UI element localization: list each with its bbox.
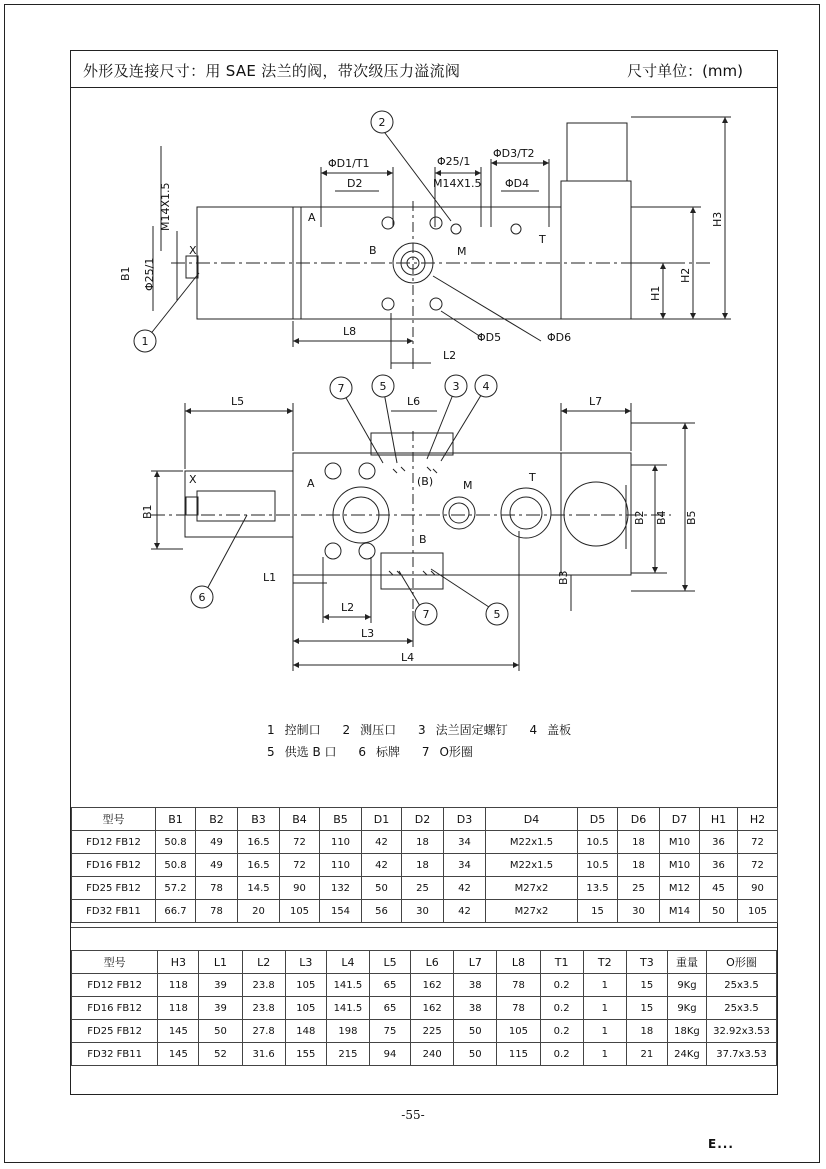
table-cell: 50 bbox=[454, 1043, 497, 1066]
table-cell: FD16 FB12 bbox=[72, 997, 158, 1020]
label-x-bottom: X bbox=[189, 473, 197, 486]
column-header: L2 bbox=[242, 951, 285, 974]
relief-cap-top bbox=[567, 123, 627, 181]
table-cell: 198 bbox=[326, 1020, 369, 1043]
table-cell: 50 bbox=[199, 1020, 242, 1043]
relief-valve-side bbox=[561, 453, 631, 575]
table-cell: 50 bbox=[454, 1020, 497, 1043]
table-cell: M12 bbox=[660, 877, 700, 900]
table-cell: 13.5 bbox=[578, 877, 618, 900]
table-cell: 10.5 bbox=[578, 854, 618, 877]
column-header: 重量 bbox=[667, 951, 706, 974]
dimension-table-1 bbox=[71, 807, 778, 923]
table-cell: 148 bbox=[285, 1020, 326, 1043]
table-cell: 50 bbox=[362, 877, 402, 900]
table-cell: 16.5 bbox=[238, 854, 280, 877]
label-h3: H3 bbox=[711, 211, 724, 227]
table-cell: 1 bbox=[583, 974, 626, 997]
table-cell: 57.2 bbox=[156, 877, 196, 900]
table-cell: 145 bbox=[158, 1020, 199, 1043]
label-l1: L1 bbox=[263, 571, 277, 584]
table-cell: 105 bbox=[285, 974, 326, 997]
table-row bbox=[72, 997, 777, 1020]
column-header: O形圈 bbox=[706, 951, 776, 974]
label-b3: B3 bbox=[557, 570, 570, 585]
column-header: D4 bbox=[486, 808, 578, 831]
label-phi25-left: Φ25/1 bbox=[143, 257, 156, 291]
control-port-plug-side bbox=[186, 497, 198, 515]
label-b-paren: (B) bbox=[417, 475, 434, 488]
table-cell: 215 bbox=[326, 1043, 369, 1066]
column-header: D1 bbox=[362, 808, 402, 831]
label-h1: H1 bbox=[649, 285, 662, 301]
table-row bbox=[72, 831, 778, 854]
label-b4: B4 bbox=[655, 510, 668, 525]
label-m-bottom: M bbox=[463, 479, 473, 492]
table-cell: FD32 FB11 bbox=[72, 1043, 158, 1066]
callout-1: 1 bbox=[141, 335, 149, 348]
table-cell: 50 bbox=[700, 900, 738, 923]
table-cell: 38 bbox=[454, 997, 497, 1020]
table-cell: 23.8 bbox=[242, 974, 285, 997]
label-b2: B2 bbox=[633, 510, 646, 525]
table-cell: 21 bbox=[626, 1043, 667, 1066]
column-header: D6 bbox=[618, 808, 660, 831]
table-cell: 9Kg bbox=[667, 997, 706, 1020]
label-l7: L7 bbox=[589, 395, 603, 408]
table-cell: 36 bbox=[700, 831, 738, 854]
table-cell: 75 bbox=[369, 1020, 410, 1043]
flange-cover-top bbox=[371, 433, 453, 455]
label-a-top: A bbox=[308, 211, 316, 224]
table-cell: 14.5 bbox=[238, 877, 280, 900]
table-cell: 0.2 bbox=[540, 974, 583, 997]
table-cell: M22x1.5 bbox=[486, 854, 578, 877]
table-cell: 42 bbox=[444, 900, 486, 923]
table-cell: FD32 FB11 bbox=[72, 900, 156, 923]
table-cell: 145 bbox=[158, 1043, 199, 1066]
table-cell: 18 bbox=[402, 831, 444, 854]
table-cell: 105 bbox=[285, 997, 326, 1020]
table-cell: FD25 FB12 bbox=[72, 1020, 158, 1043]
column-header: L5 bbox=[369, 951, 410, 974]
callout-7b: 7 bbox=[422, 608, 430, 621]
column-header: H2 bbox=[738, 808, 778, 831]
table-cell: 72 bbox=[280, 854, 320, 877]
table-cell: 18 bbox=[618, 854, 660, 877]
column-header: L7 bbox=[454, 951, 497, 974]
table-cell: 16.5 bbox=[238, 831, 280, 854]
table-row bbox=[72, 1043, 777, 1066]
column-header: B2 bbox=[196, 808, 238, 831]
table-header-row bbox=[72, 951, 777, 974]
label-b1-top: B1 bbox=[119, 266, 132, 281]
table-cell: 34 bbox=[444, 854, 486, 877]
table-cell: 90 bbox=[280, 877, 320, 900]
table-cell: 32.92x3.53 bbox=[706, 1020, 776, 1043]
callout-5a: 5 bbox=[379, 380, 387, 393]
table-cell: 110 bbox=[320, 854, 362, 877]
table-cell: 66.7 bbox=[156, 900, 196, 923]
table-cell: 24Kg bbox=[667, 1043, 706, 1066]
table-row bbox=[72, 854, 778, 877]
table-cell: 25 bbox=[402, 877, 444, 900]
label-l6: L6 bbox=[407, 395, 421, 408]
table-cell: 132 bbox=[320, 877, 362, 900]
column-header: 型号 bbox=[72, 951, 158, 974]
column-header: T2 bbox=[583, 951, 626, 974]
label-a-bottom: A bbox=[307, 477, 315, 490]
label-b5: B5 bbox=[685, 510, 698, 525]
column-header: T3 bbox=[626, 951, 667, 974]
table-cell: 94 bbox=[369, 1043, 410, 1066]
label-m14x1-5-right: M14X1.5 bbox=[433, 177, 482, 190]
table-cell: 72 bbox=[280, 831, 320, 854]
table-cell: 0.2 bbox=[540, 997, 583, 1020]
column-header: 型号 bbox=[72, 808, 156, 831]
table-cell: 78 bbox=[497, 974, 540, 997]
label-m-top: M bbox=[457, 245, 467, 258]
callout-2: 2 bbox=[378, 116, 386, 129]
table-cell: 90 bbox=[738, 877, 778, 900]
table-cell: M14 bbox=[660, 900, 700, 923]
callout-5b: 5 bbox=[493, 608, 501, 621]
column-header: T1 bbox=[540, 951, 583, 974]
label-phid6: ΦD6 bbox=[547, 331, 572, 344]
table-cell: 15 bbox=[626, 974, 667, 997]
technical-drawing bbox=[71, 51, 777, 811]
column-header: D7 bbox=[660, 808, 700, 831]
table-cell: FD12 FB12 bbox=[72, 974, 158, 997]
table-cell: 1 bbox=[583, 997, 626, 1020]
table-cell: 141.5 bbox=[326, 974, 369, 997]
table-row bbox=[72, 877, 778, 900]
table-cell: 72 bbox=[738, 831, 778, 854]
table-cell: M10 bbox=[660, 854, 700, 877]
table-cell: M10 bbox=[660, 831, 700, 854]
callout-3: 3 bbox=[452, 380, 460, 393]
unit-label: 尺寸单位：(mm) bbox=[627, 62, 743, 80]
page-number: -55- bbox=[401, 1108, 425, 1122]
brand-logo: E... bbox=[708, 1137, 734, 1151]
table-cell: 38 bbox=[454, 974, 497, 997]
column-header: B5 bbox=[320, 808, 362, 831]
table-cell: 110 bbox=[320, 831, 362, 854]
column-header: D5 bbox=[578, 808, 618, 831]
table-cell: 25 bbox=[618, 877, 660, 900]
table-cell: 42 bbox=[362, 854, 402, 877]
label-x-top: X bbox=[189, 244, 197, 257]
table-cell: 18 bbox=[626, 1020, 667, 1043]
table-cell: 1 bbox=[583, 1043, 626, 1066]
table-cell: 45 bbox=[700, 877, 738, 900]
label-phid5: ΦD5 bbox=[477, 331, 502, 344]
table-cell: 49 bbox=[196, 854, 238, 877]
table-cell: FD16 FB12 bbox=[72, 854, 156, 877]
table-cell: 162 bbox=[411, 997, 454, 1020]
control-housing-side bbox=[185, 471, 293, 537]
table-cell: 0.2 bbox=[540, 1043, 583, 1066]
table-cell: 15 bbox=[626, 997, 667, 1020]
table-cell: 39 bbox=[199, 997, 242, 1020]
column-header: D2 bbox=[402, 808, 444, 831]
table-cell: 42 bbox=[444, 877, 486, 900]
table-cell: 23.8 bbox=[242, 997, 285, 1020]
table-cell: 56 bbox=[362, 900, 402, 923]
label-phid4: ΦD4 bbox=[505, 177, 530, 190]
label-l5: L5 bbox=[231, 395, 245, 408]
page-title: 外形及连接尺寸：用 SAE 法兰的阀，带次级压力溢流阀 bbox=[83, 62, 461, 80]
table-cell: 155 bbox=[285, 1043, 326, 1066]
table-cell: 105 bbox=[497, 1020, 540, 1043]
table-cell: 39 bbox=[199, 974, 242, 997]
control-port-side bbox=[197, 491, 275, 521]
table-row bbox=[72, 1020, 777, 1043]
table-cell: 25x3.5 bbox=[706, 997, 776, 1020]
table-cell: 25x3.5 bbox=[706, 974, 776, 997]
table-cell: 18 bbox=[402, 854, 444, 877]
column-header: D3 bbox=[444, 808, 486, 831]
table-spacer bbox=[71, 927, 777, 951]
label-l2-bottom: L2 bbox=[341, 601, 355, 614]
table-cell: 30 bbox=[618, 900, 660, 923]
label-b1-bottom: B1 bbox=[141, 504, 154, 519]
table-cell: M27x2 bbox=[486, 900, 578, 923]
column-header: L1 bbox=[199, 951, 242, 974]
table-cell: 52 bbox=[199, 1043, 242, 1066]
column-header: B3 bbox=[238, 808, 280, 831]
table-cell: M27x2 bbox=[486, 877, 578, 900]
column-header: H1 bbox=[700, 808, 738, 831]
table-row bbox=[72, 900, 778, 923]
table-cell: M22x1.5 bbox=[486, 831, 578, 854]
table-cell: 36 bbox=[700, 854, 738, 877]
callout-7a: 7 bbox=[337, 382, 345, 395]
column-header: H3 bbox=[158, 951, 199, 974]
relief-valve-body-top bbox=[561, 181, 631, 319]
column-header: L6 bbox=[411, 951, 454, 974]
table-cell: 225 bbox=[411, 1020, 454, 1043]
table-cell: 49 bbox=[196, 831, 238, 854]
label-b-top: B bbox=[369, 244, 377, 257]
table-cell: 65 bbox=[369, 997, 410, 1020]
table-header-row bbox=[72, 808, 778, 831]
table-cell: 78 bbox=[196, 900, 238, 923]
label-phi25-right: Φ25/1 bbox=[437, 155, 471, 168]
callout-4: 4 bbox=[482, 380, 490, 393]
table-cell: 15 bbox=[578, 900, 618, 923]
label-t-bottom: T bbox=[529, 471, 536, 484]
table-cell: 141.5 bbox=[326, 997, 369, 1020]
table-cell: 18Kg bbox=[667, 1020, 706, 1043]
table-cell: 42 bbox=[362, 831, 402, 854]
legend-row-2: 5 供选 B 口 6 标牌 7 O形圈 bbox=[267, 745, 473, 759]
label-t-top: T bbox=[539, 233, 546, 246]
table-cell: 115 bbox=[497, 1043, 540, 1066]
table-cell: 105 bbox=[280, 900, 320, 923]
table-cell: FD12 FB12 bbox=[72, 831, 156, 854]
table-cell: 1 bbox=[583, 1020, 626, 1043]
table-cell: 10.5 bbox=[578, 831, 618, 854]
table-cell: 78 bbox=[196, 877, 238, 900]
table-cell: 37.7x3.53 bbox=[706, 1043, 776, 1066]
dimension-table-2 bbox=[71, 950, 777, 1066]
table-row bbox=[72, 974, 777, 997]
label-phid3-t2: ΦD3/T2 bbox=[493, 147, 535, 160]
table-cell: 18 bbox=[618, 831, 660, 854]
label-l2-top: L2 bbox=[443, 349, 457, 362]
table-cell: 0.2 bbox=[540, 1020, 583, 1043]
table-cell: FD25 FB12 bbox=[72, 877, 156, 900]
column-header: L8 bbox=[497, 951, 540, 974]
relief-valve-circle bbox=[564, 482, 628, 546]
table-cell: 154 bbox=[320, 900, 362, 923]
label-l8: L8 bbox=[343, 325, 357, 338]
column-header: B1 bbox=[156, 808, 196, 831]
table-cell: 65 bbox=[369, 974, 410, 997]
table-cell: 78 bbox=[497, 997, 540, 1020]
table-cell: 27.8 bbox=[242, 1020, 285, 1043]
table-cell: 105 bbox=[738, 900, 778, 923]
table-cell: 31.6 bbox=[242, 1043, 285, 1066]
label-l3: L3 bbox=[361, 627, 375, 640]
label-l4: L4 bbox=[401, 651, 415, 664]
table-cell: 50.8 bbox=[156, 854, 196, 877]
table-cell: 9Kg bbox=[667, 974, 706, 997]
label-d2: D2 bbox=[347, 177, 363, 190]
label-h2: H2 bbox=[679, 267, 692, 283]
table-cell: 20 bbox=[238, 900, 280, 923]
column-header: L3 bbox=[285, 951, 326, 974]
label-b-bottom: B bbox=[419, 533, 427, 546]
table-cell: 50.8 bbox=[156, 831, 196, 854]
column-header: L4 bbox=[326, 951, 369, 974]
table-cell: 72 bbox=[738, 854, 778, 877]
column-header: B4 bbox=[280, 808, 320, 831]
table-cell: 118 bbox=[158, 997, 199, 1020]
table-cell: 118 bbox=[158, 974, 199, 997]
document-frame bbox=[70, 50, 778, 1095]
label-phid1-t1: ΦD1/T1 bbox=[328, 157, 370, 170]
control-port-plug-top bbox=[186, 256, 198, 278]
table-cell: 34 bbox=[444, 831, 486, 854]
legend-row-1: 1 控制口 2 测压口 3 法兰固定螺钉 4 盖板 bbox=[267, 723, 572, 737]
table-cell: 30 bbox=[402, 900, 444, 923]
callout-6: 6 bbox=[198, 591, 206, 604]
label-m14x1-5-left: M14X1.5 bbox=[159, 182, 172, 231]
table-cell: 240 bbox=[411, 1043, 454, 1066]
table-cell: 162 bbox=[411, 974, 454, 997]
